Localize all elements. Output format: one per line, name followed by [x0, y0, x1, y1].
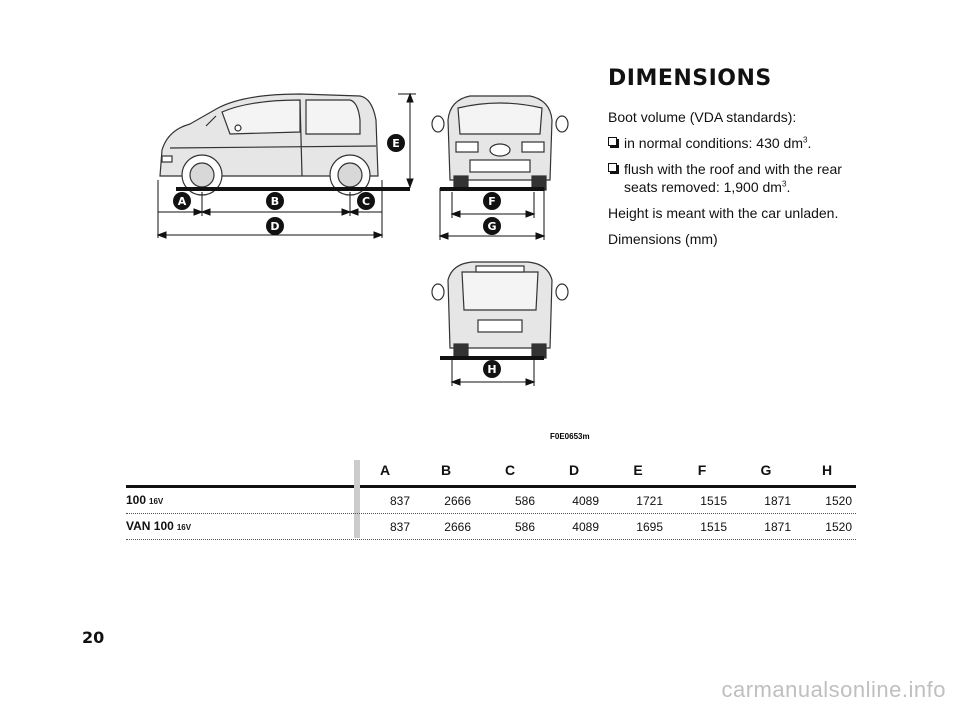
label-b: B	[270, 195, 280, 208]
model-variant: 16V	[149, 497, 164, 506]
ground-line-side	[176, 187, 410, 191]
cell-d: 4089	[572, 494, 599, 508]
height-note: Height is meant with the car unladen.	[608, 205, 839, 221]
model-variant: 16V	[176, 523, 192, 532]
checkbox-bullet-icon	[608, 163, 617, 172]
ground-line-front	[440, 187, 544, 191]
cell-b: 2666	[444, 494, 471, 508]
col-header-b: B	[440, 462, 452, 478]
cell-h: 1520	[825, 494, 852, 508]
cell-c: 586	[514, 494, 535, 508]
col-header-e: E	[633, 462, 643, 478]
cell-f: 1515	[700, 494, 727, 508]
cell-g: 1871	[764, 494, 791, 508]
col-header-f: F	[697, 462, 707, 478]
bullet-end: .	[786, 179, 791, 195]
col-header-g: G	[760, 462, 772, 478]
bullet-sup: 3	[803, 135, 808, 145]
col-header-d: D	[568, 462, 580, 478]
label-c: C	[361, 195, 371, 208]
table-row	[126, 488, 856, 514]
model-name: VAN 100	[126, 519, 174, 533]
page-heading: DIMENSIONS	[608, 66, 772, 91]
bullet-text: flush with the roof and with the rear seats removed: 1,900 dm	[624, 161, 842, 195]
car-drawings	[150, 80, 600, 420]
label-a: A	[177, 195, 187, 208]
bullet-seats-removed	[608, 160, 868, 196]
cell-f: 1515	[700, 520, 727, 534]
figure-code: F0E0653m	[550, 432, 590, 441]
cell-g: 1871	[764, 520, 791, 534]
col-header-h: H	[821, 462, 833, 478]
cell-c: 586	[514, 520, 535, 534]
units-note: Dimensions (mm)	[608, 231, 718, 247]
bullet-end: .	[807, 135, 812, 151]
boot-volume-intro: Boot volume (VDA standards):	[608, 109, 797, 125]
car-rear-view	[432, 262, 568, 358]
cell-e: 1721	[636, 494, 663, 508]
description-block	[608, 108, 868, 256]
label-g: G	[487, 220, 497, 233]
model-name: 100	[126, 493, 147, 507]
bullet-normal-conditions	[608, 134, 868, 152]
car-side-view	[160, 94, 378, 195]
col-header-c: C	[504, 462, 516, 478]
watermark: carmanualsonline.info	[721, 677, 946, 702]
bullet-sup: 3	[781, 179, 787, 189]
checkbox-bullet-icon	[608, 137, 617, 146]
col-header-a: A	[379, 462, 391, 478]
label-h: H	[487, 363, 497, 376]
ground-line-rear	[440, 356, 544, 360]
table-row	[126, 514, 856, 540]
cell-d: 4089	[572, 520, 599, 534]
cell-e: 1695	[636, 520, 663, 534]
bullet-text: in normal conditions: 430 dm	[624, 135, 803, 151]
dimensions-table	[126, 460, 856, 540]
car-front-view	[432, 96, 568, 190]
cell-h: 1520	[825, 520, 852, 534]
model-cell	[126, 519, 191, 533]
dimensions-figure	[150, 80, 600, 420]
page-number: 20	[82, 628, 105, 647]
label-f: F	[488, 195, 496, 208]
label-d: D	[270, 220, 280, 233]
table-header-row	[126, 460, 856, 485]
label-e: E	[392, 137, 400, 150]
cell-b: 2666	[444, 520, 471, 534]
cell-a: 837	[389, 520, 410, 534]
model-cell	[126, 493, 163, 507]
cell-a: 837	[389, 494, 410, 508]
